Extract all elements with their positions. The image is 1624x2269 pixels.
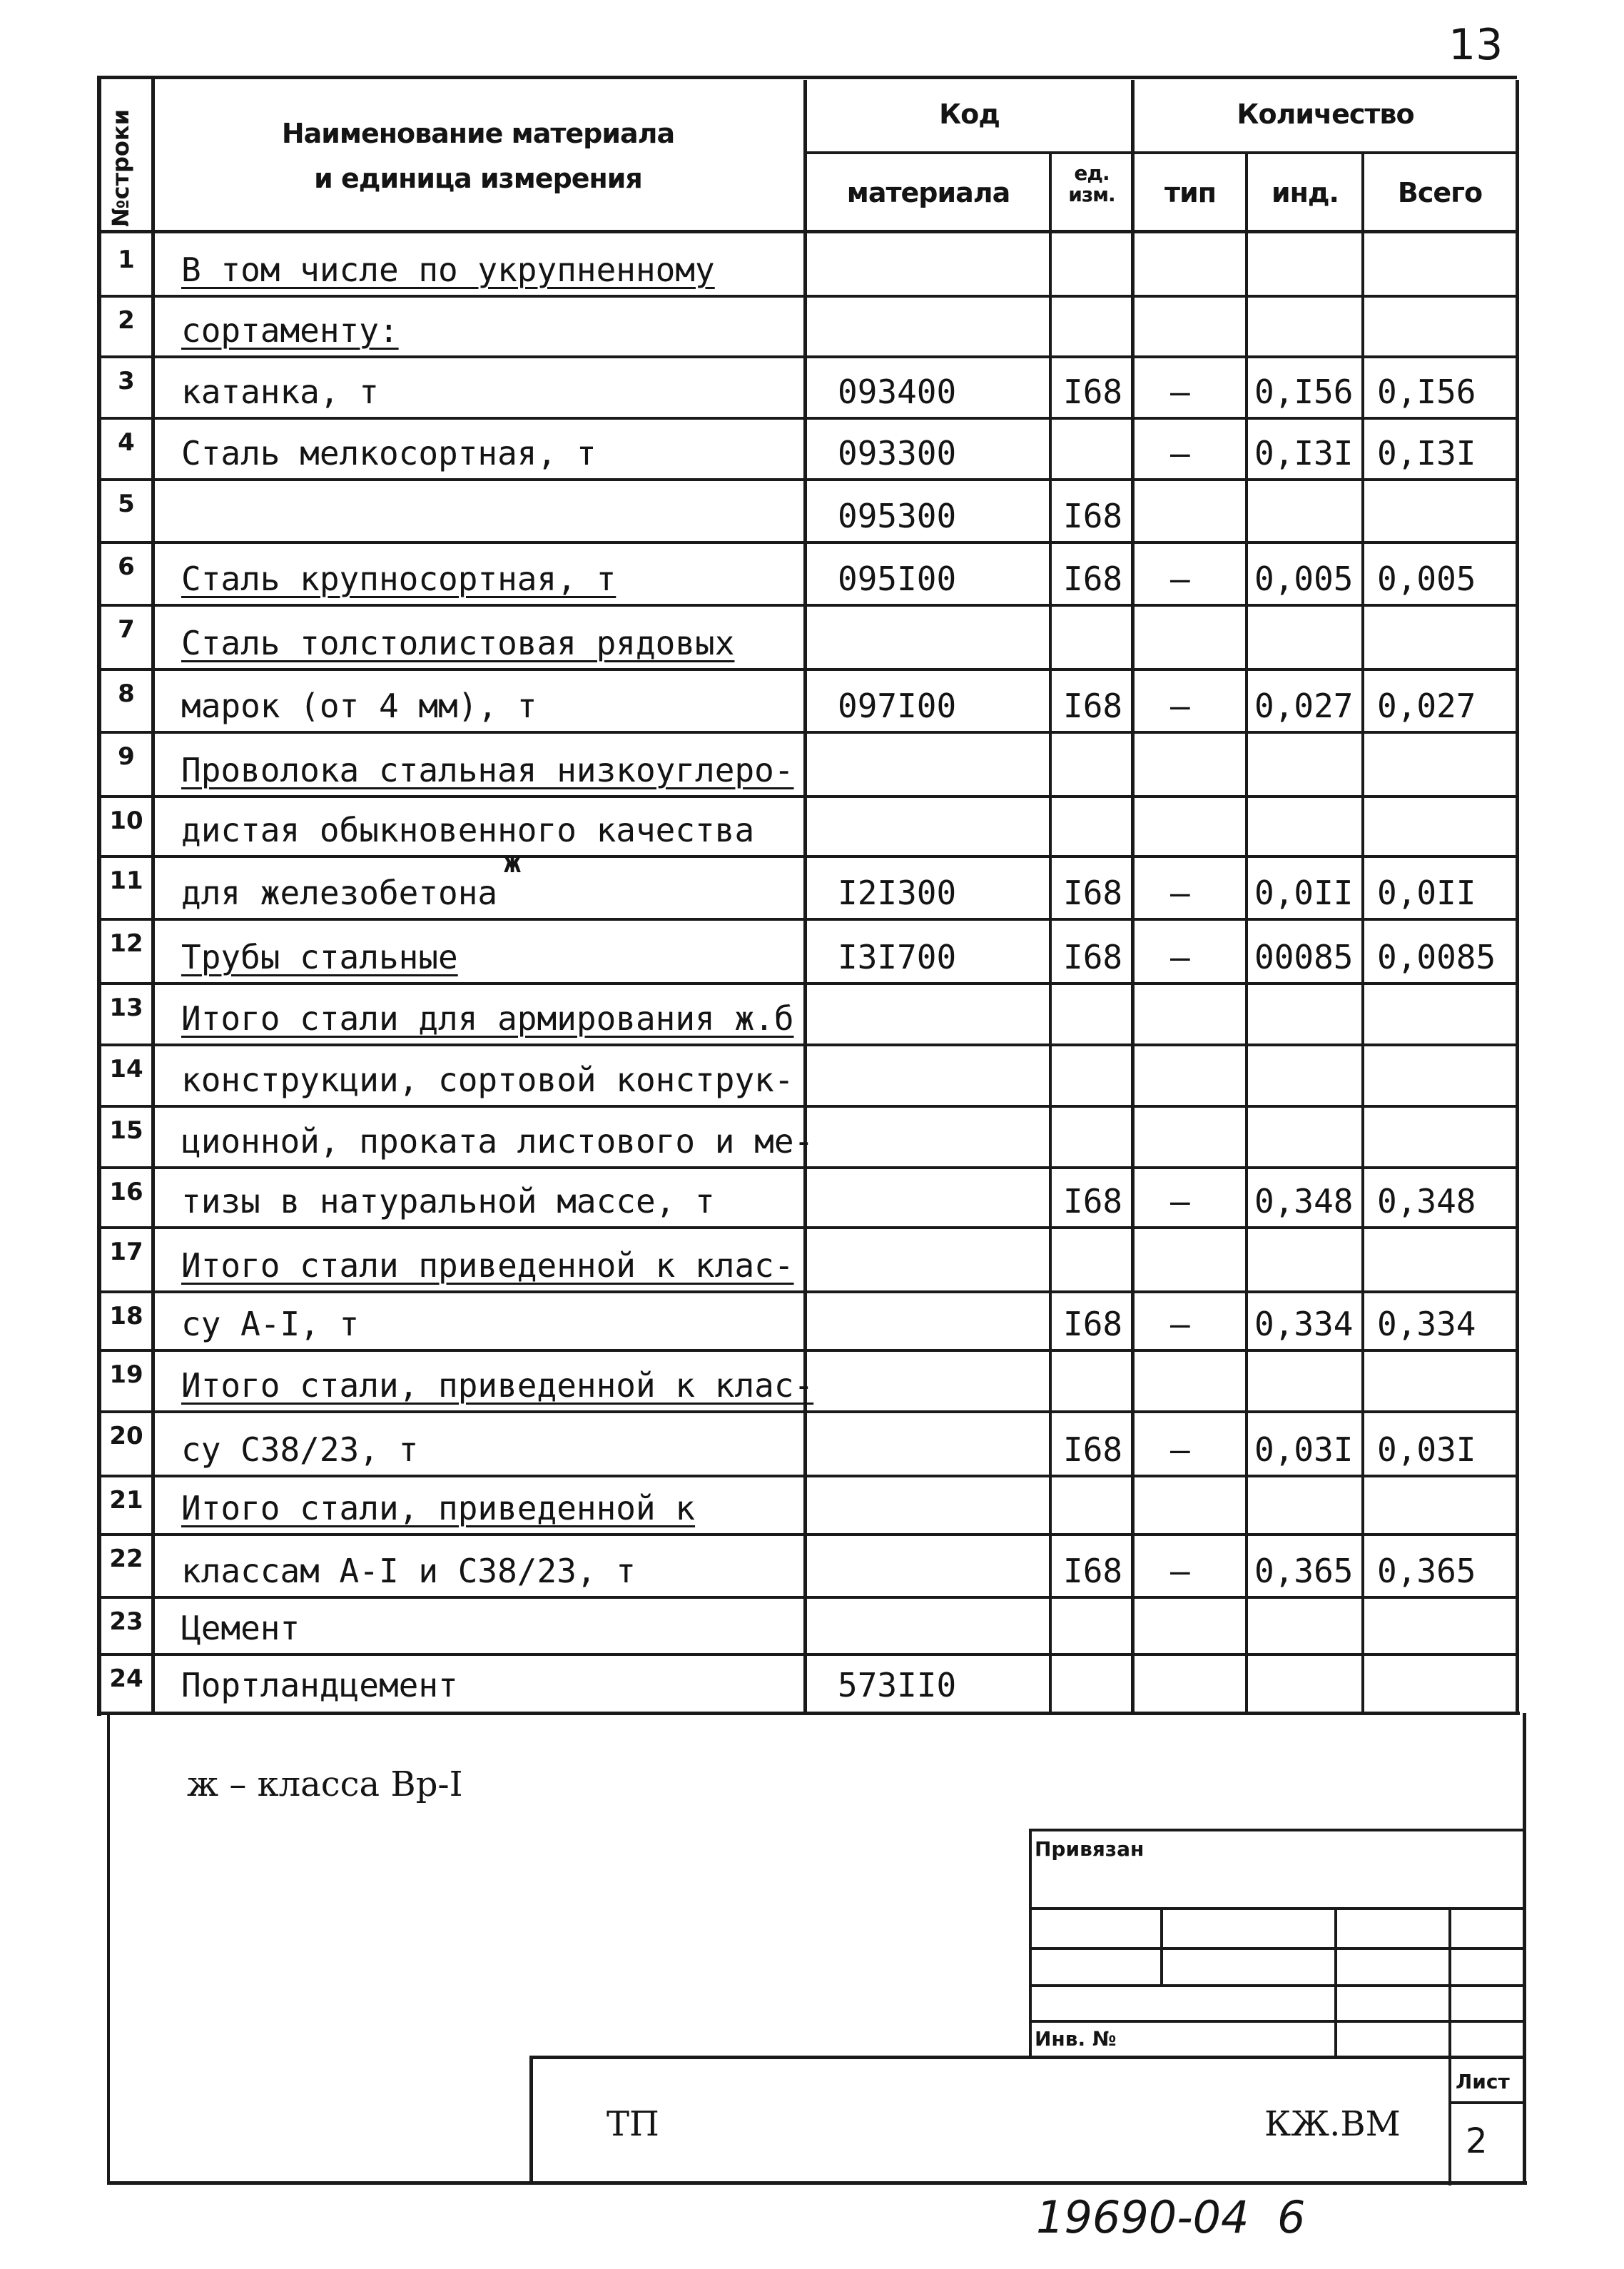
unit-code: I68 bbox=[1063, 1430, 1123, 1469]
row-number: 12 bbox=[109, 929, 143, 958]
ind-value: 0,I56 bbox=[1254, 373, 1354, 411]
sheet-number: 2 bbox=[1466, 2121, 1488, 2161]
row-number: 13 bbox=[109, 994, 143, 1022]
ind-value: 0,03I bbox=[1254, 1430, 1354, 1469]
ind-value: 0,005 bbox=[1254, 560, 1354, 598]
unit-code: I68 bbox=[1063, 497, 1123, 535]
ind-value: 0,0II bbox=[1254, 874, 1354, 912]
ind-value: 0,365 bbox=[1254, 1552, 1354, 1590]
material-name: Итого стали для армирования ж.б bbox=[181, 999, 794, 1038]
material-code: 095300 bbox=[838, 497, 957, 535]
type-value: – bbox=[1170, 938, 1190, 976]
unit-code: I68 bbox=[1063, 373, 1123, 411]
total-value: 0,334 bbox=[1377, 1305, 1476, 1343]
row-number: 23 bbox=[109, 1607, 143, 1636]
ind-value: 00085 bbox=[1254, 938, 1354, 976]
row-number: 3 bbox=[118, 367, 135, 395]
material-name: тизы в натуральной массе, т bbox=[181, 1182, 715, 1221]
material-name: Сталь крупносортная, т bbox=[181, 560, 616, 598]
total-value: 0,03I bbox=[1377, 1430, 1476, 1469]
code-header: Код bbox=[939, 98, 1000, 130]
total-value: 0,0085 bbox=[1377, 938, 1496, 976]
material-name: су А-I, т bbox=[181, 1305, 360, 1343]
row-number: 8 bbox=[118, 679, 135, 708]
ind-value: 0,I3I bbox=[1254, 434, 1354, 473]
material-code: 573II0 bbox=[838, 1666, 957, 1704]
unit-code: I68 bbox=[1063, 938, 1123, 976]
type-value: – bbox=[1170, 1182, 1190, 1221]
material-name: катанка, т bbox=[181, 373, 379, 411]
total-value: 0,I56 bbox=[1377, 373, 1476, 411]
row-number: 22 bbox=[109, 1545, 143, 1573]
unit-code: I68 bbox=[1063, 874, 1123, 912]
unit-code: I68 bbox=[1063, 560, 1123, 598]
material-name: су С38/23, т bbox=[181, 1430, 419, 1469]
type-value: – bbox=[1170, 560, 1190, 598]
sheet-label: Лист bbox=[1456, 2070, 1510, 2093]
type-value: – bbox=[1170, 874, 1190, 912]
row-number-header: №строки bbox=[107, 108, 134, 227]
material-name: Цемент bbox=[181, 1609, 300, 1647]
type-value: – bbox=[1170, 434, 1190, 473]
material-name: Сталь толстолистовая рядовых bbox=[181, 624, 735, 662]
row-number: 7 bbox=[118, 615, 135, 644]
material-name: Сталь мелкосортная, т bbox=[181, 434, 597, 473]
unit-code: I68 bbox=[1063, 1305, 1123, 1343]
footnote-mark: ж bbox=[504, 847, 522, 879]
unit-code: I68 bbox=[1063, 1182, 1123, 1221]
row-number: 5 bbox=[118, 490, 135, 518]
material-name: конструкции, сортовой конструк- bbox=[181, 1061, 794, 1099]
bound-label: Привязан bbox=[1035, 1837, 1145, 1861]
material-name: Итого стали, приведенной к клас- bbox=[181, 1366, 814, 1405]
ind-header: инд. bbox=[1271, 177, 1339, 208]
type-value: – bbox=[1170, 687, 1190, 725]
ind-value: 0,348 bbox=[1254, 1182, 1354, 1221]
material-name: марок (от 4 мм), т bbox=[181, 687, 537, 725]
material-name: Трубы стальные bbox=[181, 938, 458, 976]
material-name: Проволока стальная низкоуглеро- bbox=[181, 751, 794, 789]
row-number: 16 bbox=[109, 1178, 143, 1206]
inventory-number-label: Инв. № bbox=[1035, 2027, 1117, 2051]
total-value: 0,365 bbox=[1377, 1552, 1476, 1590]
material-code: 097I00 bbox=[838, 687, 957, 725]
row-number: 14 bbox=[109, 1055, 143, 1083]
type-value: – bbox=[1170, 1305, 1190, 1343]
name-header-line1: Наименование материала bbox=[281, 118, 675, 149]
total-value: 0,I3I bbox=[1377, 434, 1476, 473]
total-value: 0,0II bbox=[1377, 874, 1476, 912]
material-code: I3I700 bbox=[838, 938, 957, 976]
type-value: – bbox=[1170, 1430, 1190, 1469]
total-value: 0,348 bbox=[1377, 1182, 1476, 1221]
row-number: 2 bbox=[118, 306, 135, 335]
footnote: ж – класса Вр-I bbox=[187, 1764, 463, 1804]
row-number: 21 bbox=[109, 1486, 143, 1515]
material-name: Портландцемент bbox=[181, 1666, 458, 1704]
material-name: В том числе по укрупненному bbox=[181, 251, 715, 289]
type-value: – bbox=[1170, 373, 1190, 411]
row-number: 10 bbox=[109, 807, 143, 835]
name-header-line2: и единица измерения bbox=[314, 163, 642, 194]
row-number: 19 bbox=[109, 1360, 143, 1389]
row-number: 1 bbox=[118, 246, 135, 274]
row-number: 11 bbox=[109, 866, 143, 895]
type-value: – bbox=[1170, 1552, 1190, 1590]
row-number: 4 bbox=[118, 428, 135, 457]
ind-value: 0,334 bbox=[1254, 1305, 1354, 1343]
quantity-header: Количество bbox=[1237, 98, 1414, 130]
ind-value: 0,027 bbox=[1254, 687, 1354, 725]
row-number: 18 bbox=[109, 1302, 143, 1330]
material-name: ционной, проката листового и ме- bbox=[181, 1122, 814, 1161]
material-name: сортаменту: bbox=[181, 311, 399, 350]
material-name: классам А-I и С38/23, т bbox=[181, 1552, 636, 1590]
total-header: Всего bbox=[1397, 177, 1483, 208]
material-code: I2I300 bbox=[838, 874, 957, 912]
row-number: 6 bbox=[118, 552, 135, 581]
material-code-header: материала bbox=[846, 177, 1010, 208]
row-number: 17 bbox=[109, 1238, 143, 1266]
material-name: Итого стали приведенной к клас- bbox=[181, 1246, 794, 1285]
material-code: 095I00 bbox=[838, 560, 957, 598]
material-name: Итого стали, приведенной к bbox=[181, 1489, 696, 1527]
row-number: 24 bbox=[109, 1664, 143, 1693]
tp-label: ТП bbox=[607, 2104, 659, 2144]
type-header: тип bbox=[1164, 177, 1216, 208]
row-number: 9 bbox=[118, 742, 135, 771]
material-code: 093400 bbox=[838, 373, 957, 411]
material-name: для железобетона bbox=[181, 874, 498, 912]
unit-code: I68 bbox=[1063, 687, 1123, 725]
total-value: 0,027 bbox=[1377, 687, 1476, 725]
material-code: 093300 bbox=[838, 434, 957, 473]
page-marker: 13 bbox=[1448, 20, 1503, 70]
handwritten-page: 6 bbox=[1277, 2191, 1306, 2243]
handwritten-number: 19690-04 bbox=[1036, 2191, 1249, 2243]
document-code: КЖ.ВМ bbox=[1264, 2104, 1401, 2144]
row-number: 20 bbox=[109, 1422, 143, 1450]
total-value: 0,005 bbox=[1377, 560, 1476, 598]
row-number: 15 bbox=[109, 1116, 143, 1145]
unit-code: I68 bbox=[1063, 1552, 1123, 1590]
material-name: дистая обыкновенного качества bbox=[181, 811, 755, 849]
unit-header: ед. изм. bbox=[1068, 161, 1115, 206]
